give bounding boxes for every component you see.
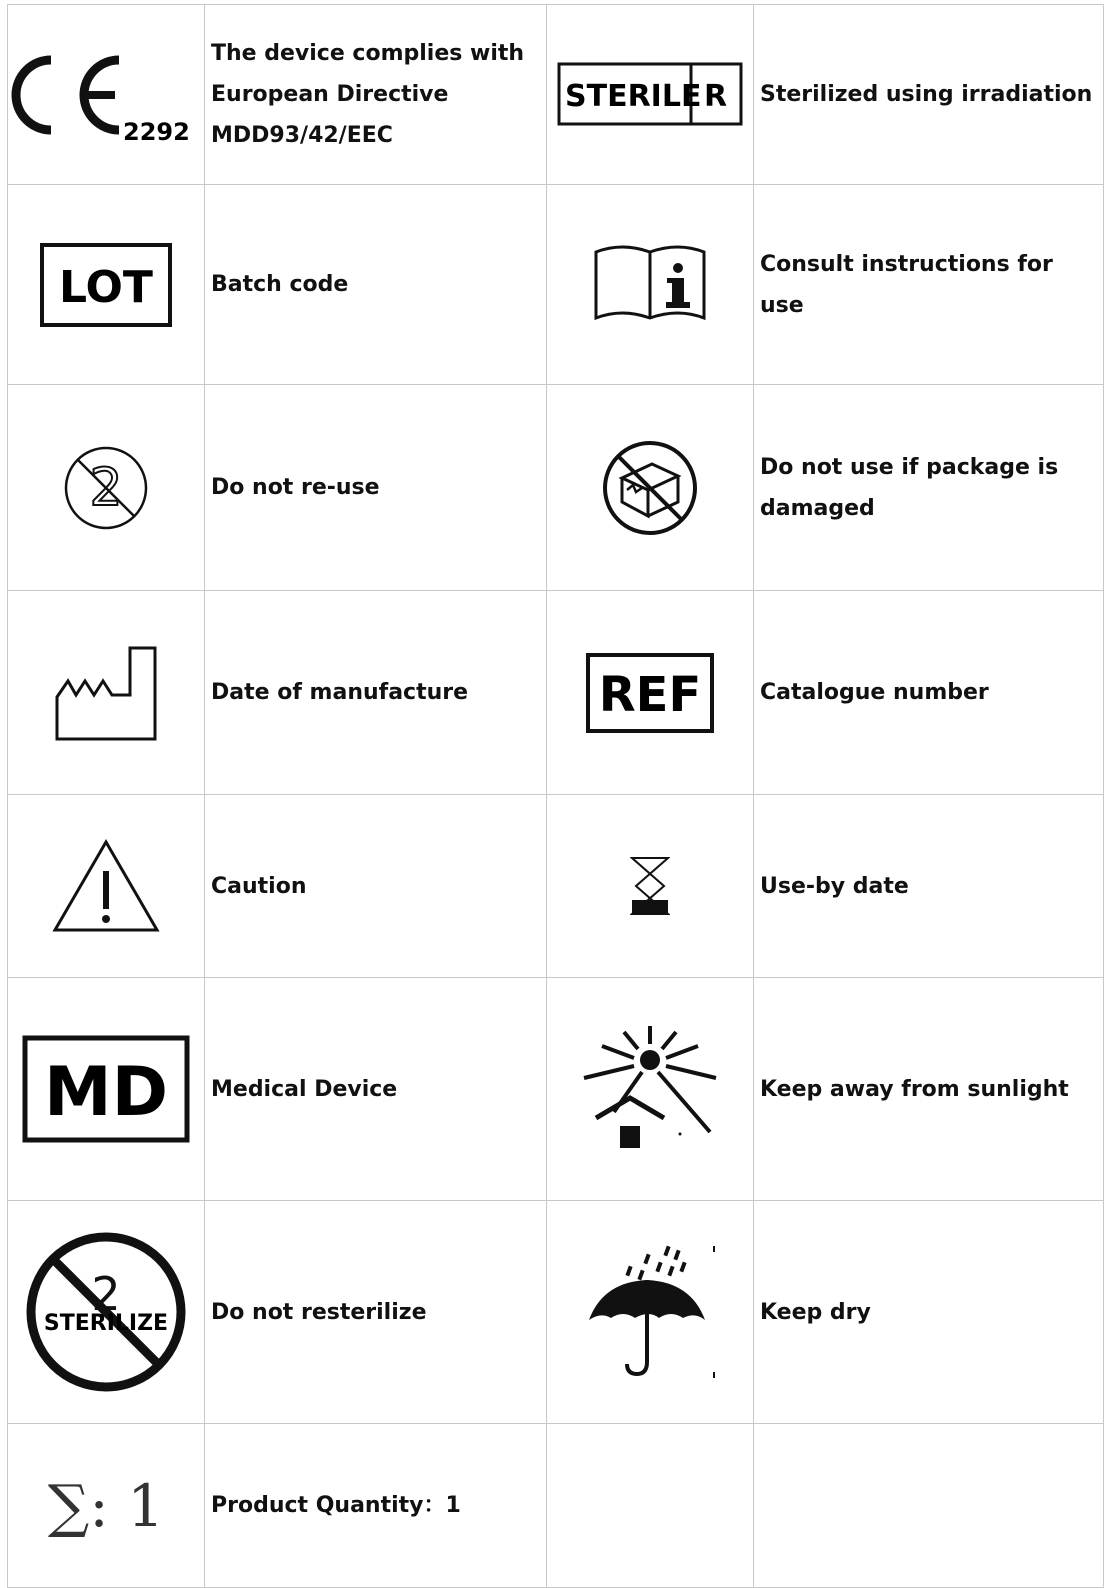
md-text: MD: [43, 1053, 169, 1132]
md-icon: [22, 1035, 190, 1143]
symbol-cell: [547, 1424, 754, 1588]
symbol-cell: [547, 591, 754, 795]
table-row: [8, 978, 1104, 1201]
symbol-cell: [547, 978, 754, 1201]
sterile-letter: R: [704, 78, 728, 114]
do-not-resterilize-icon: [24, 1230, 188, 1394]
symbol-label: Date of manufacture: [205, 591, 547, 795]
table-row: [8, 1201, 1104, 1424]
ref-icon: [585, 652, 715, 734]
symbol-cell: [8, 185, 205, 385]
symbol-label: The device complies with European Directive MDD93/42/EEC: [205, 5, 547, 185]
symbol-label: Do not re-use: [205, 385, 547, 591]
sterile-text: STERILE: [565, 78, 702, 114]
ref-text: REF: [598, 666, 702, 723]
symbol-label: Product Quantity：1: [205, 1424, 547, 1588]
umbrella-icon: [583, 1242, 717, 1382]
table-row: [8, 185, 1104, 385]
ce-mark-icon: [11, 40, 201, 150]
symbol-label: Consult instructions for use: [754, 185, 1104, 385]
symbol-cell: [547, 795, 754, 978]
symbol-cell: [8, 795, 205, 978]
symbol-cell: [547, 1201, 754, 1424]
table-row: [8, 1424, 1104, 1588]
symbol-label: Catalogue number: [754, 591, 1104, 795]
sunlight-icon: [580, 1024, 720, 1154]
symbol-label: Do not resterilize: [205, 1201, 547, 1424]
symbol-cell: [8, 978, 205, 1201]
symbol-cell: [8, 1424, 205, 1588]
consult-instructions-icon: [592, 242, 708, 328]
sterile-r-icon: [555, 60, 745, 130]
symbol-label: Keep away from sunlight: [754, 978, 1104, 1201]
table-row: [8, 591, 1104, 795]
lot-text: LOT: [59, 261, 153, 313]
symbols-table: [7, 4, 1104, 1588]
symbol-cell: [8, 591, 205, 795]
symbol-label: Sterilized using irradiation: [754, 5, 1104, 185]
symbol-cell: [547, 385, 754, 591]
hourglass-icon: [630, 856, 670, 916]
table-row: [8, 795, 1104, 978]
reuse-number: 2: [89, 457, 123, 518]
resterilize-text: STERILIZE: [43, 1311, 169, 1336]
symbol-cell: [8, 385, 205, 591]
symbol-label: Use-by date: [754, 795, 1104, 978]
lot-icon: [39, 242, 173, 328]
do-not-reuse-icon: [61, 443, 151, 533]
table-row: [8, 385, 1104, 591]
ce-number: 2292: [123, 117, 190, 146]
symbol-cell: [547, 5, 754, 185]
manufacture-date-icon: [54, 645, 158, 741]
symbol-cell: [547, 185, 754, 385]
caution-icon: [52, 839, 160, 933]
resterilize-number: 2: [91, 1267, 121, 1321]
symbol-label: [754, 1424, 1104, 1588]
symbol-label: Medical Device: [205, 978, 547, 1201]
symbol-cell: [8, 5, 205, 185]
symbol-label: Caution: [205, 795, 547, 978]
symbol-label: Keep dry: [754, 1201, 1104, 1424]
symbol-label: Do not use if package is damaged: [754, 385, 1104, 591]
table-row: [8, 5, 1104, 185]
damaged-package-icon: [600, 438, 700, 538]
sigma-icon: ∑: 1: [47, 1471, 165, 1540]
symbol-cell: [8, 1201, 205, 1424]
symbol-label: Batch code: [205, 185, 547, 385]
